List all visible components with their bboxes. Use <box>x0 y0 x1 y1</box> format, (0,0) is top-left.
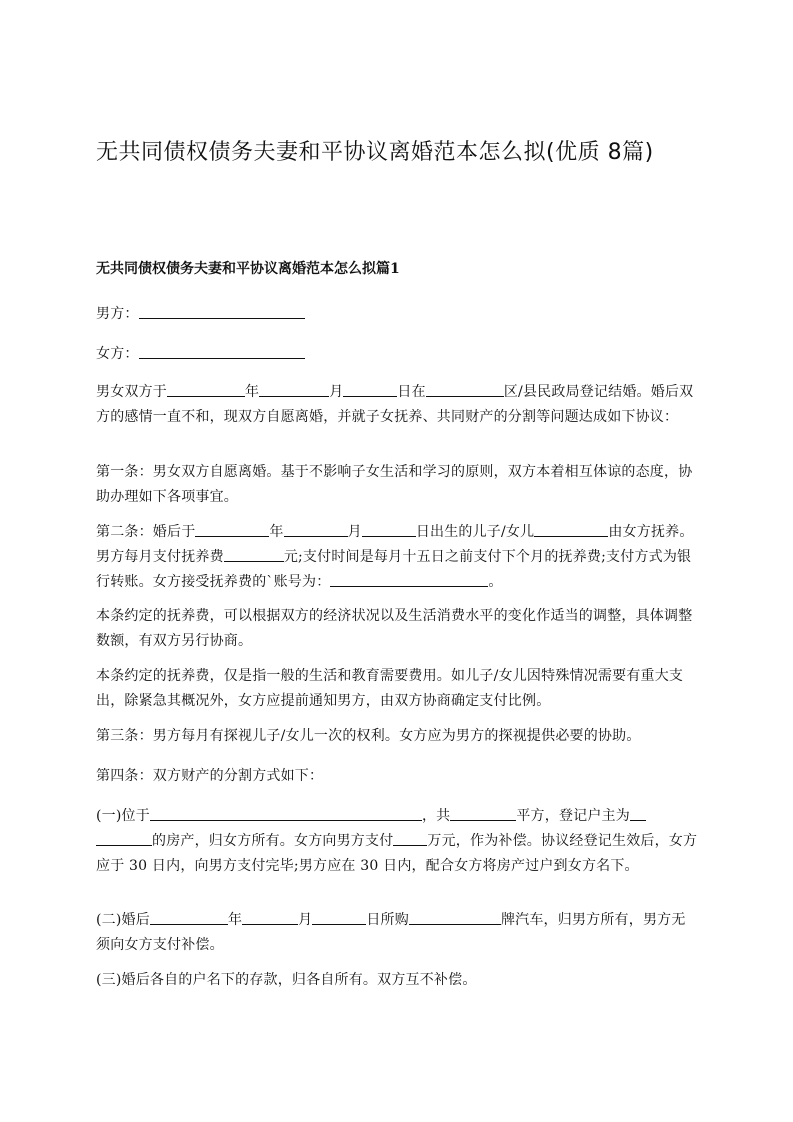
text-run: 日所购 <box>366 912 409 928</box>
blank <box>450 806 516 821</box>
blank <box>312 910 366 925</box>
blank <box>393 831 427 846</box>
text-run: (二)婚后 <box>96 912 150 928</box>
text-run: 牌汽车，归男方所有，男方无须向女方支付补偿。 <box>96 912 686 953</box>
article-2 <box>96 520 702 595</box>
text-run: 区/县民政局登记结婚。 <box>503 384 651 400</box>
document-title: 无共同债权债务夫妻和平协议离婚范本怎么拟(优质 8篇) <box>96 140 654 165</box>
blank <box>409 910 501 925</box>
female-label: 女方： <box>96 346 139 362</box>
male-name-blank <box>139 304 305 319</box>
blank <box>362 522 416 537</box>
blank <box>259 382 329 397</box>
account-blank <box>330 572 488 587</box>
property-item-2 <box>96 908 696 958</box>
blank <box>630 806 646 821</box>
blank <box>195 522 269 537</box>
text-run: 。 <box>488 574 503 590</box>
male-party-line <box>96 302 708 327</box>
article-1: 第一条：男女双方自愿离婚。基于不影响子女生活和学习的原则，双方本着相互体谅的态度，协助办理如下各项事宜。 <box>96 464 693 505</box>
article-4: 第四条：双方财产的分割方式如下： <box>96 768 324 784</box>
blank <box>284 522 348 537</box>
blank <box>242 910 298 925</box>
text-run: 月 <box>329 384 344 400</box>
blank <box>96 831 152 846</box>
text-run: 元;支付时间是每月十五日之前支付下个月的抚养费;支付方式为银行转账。女方接受抚养费的`账号为： <box>96 549 692 590</box>
text-run: 的房产，归女方所有。女方向男方支付 <box>152 833 394 849</box>
blank <box>534 522 608 537</box>
blank <box>167 382 245 397</box>
text-run: 日在 <box>397 384 426 400</box>
property-item-3: (三)婚后各自的户名下的存款，归各自所有。双方互不补偿。 <box>96 972 477 988</box>
section-heading: 无共同债权债务夫妻和平协议离婚范本怎么拟篇1 <box>96 261 400 277</box>
text-run: 第二条：婚后于 <box>96 524 196 540</box>
blank <box>426 382 504 397</box>
blank <box>150 806 422 821</box>
text-run: 婚后双方的感情一直不和，现双方自愿离婚，并就子女抚养、共同财产的分割等问题达成如下协议： <box>96 384 694 425</box>
text-run: 年 <box>227 912 243 928</box>
blank <box>224 547 284 562</box>
blank <box>343 382 397 397</box>
text-run: 月 <box>347 524 362 540</box>
text-run: ，共 <box>421 808 451 824</box>
text-run: 万元，作为补偿。协议经登记生效后，女方应于 30 日内，向男方支付完毕;男方应在 30 日内，配合女方将房产过户到女方名下。 <box>96 833 698 874</box>
text-run: 月 <box>298 912 313 928</box>
text-run: (一)位于 <box>96 808 150 824</box>
female-name-blank <box>139 344 305 359</box>
marriage-paragraph <box>96 380 696 430</box>
text-run: 平方，登记户主为 <box>516 808 630 824</box>
text-run: 日出生的儿子/女儿 <box>415 524 535 540</box>
female-party-line <box>96 342 708 367</box>
male-label: 男方： <box>96 306 139 322</box>
general-paragraph: 本条约定的抚养费，仅是指一般的生活和教育需要费用。如儿子/女儿因特殊情况需要有重大支出，除紧急其概况外，女方应提前通知男方，由双方协商确定支付比例。 <box>96 668 684 709</box>
text-run: 男女双方于 <box>96 384 167 400</box>
blank <box>150 910 228 925</box>
text-run: 年 <box>245 384 260 400</box>
text-run: 由女方抚养。男方每月支付抚养费 <box>96 524 694 565</box>
text-run: 年 <box>269 524 284 540</box>
property-item-1 <box>96 804 700 879</box>
adjust-paragraph: 本条约定的抚养费，可以根据双方的经济状况以及生活消费水平的变化作适当的调整，具体调整数额，有双方另行协商。 <box>96 608 693 649</box>
article-3: 第三条：男方每月有探视儿子/女儿一次的权利。女方应为男方的探视提供必要的协助。 <box>96 728 641 744</box>
